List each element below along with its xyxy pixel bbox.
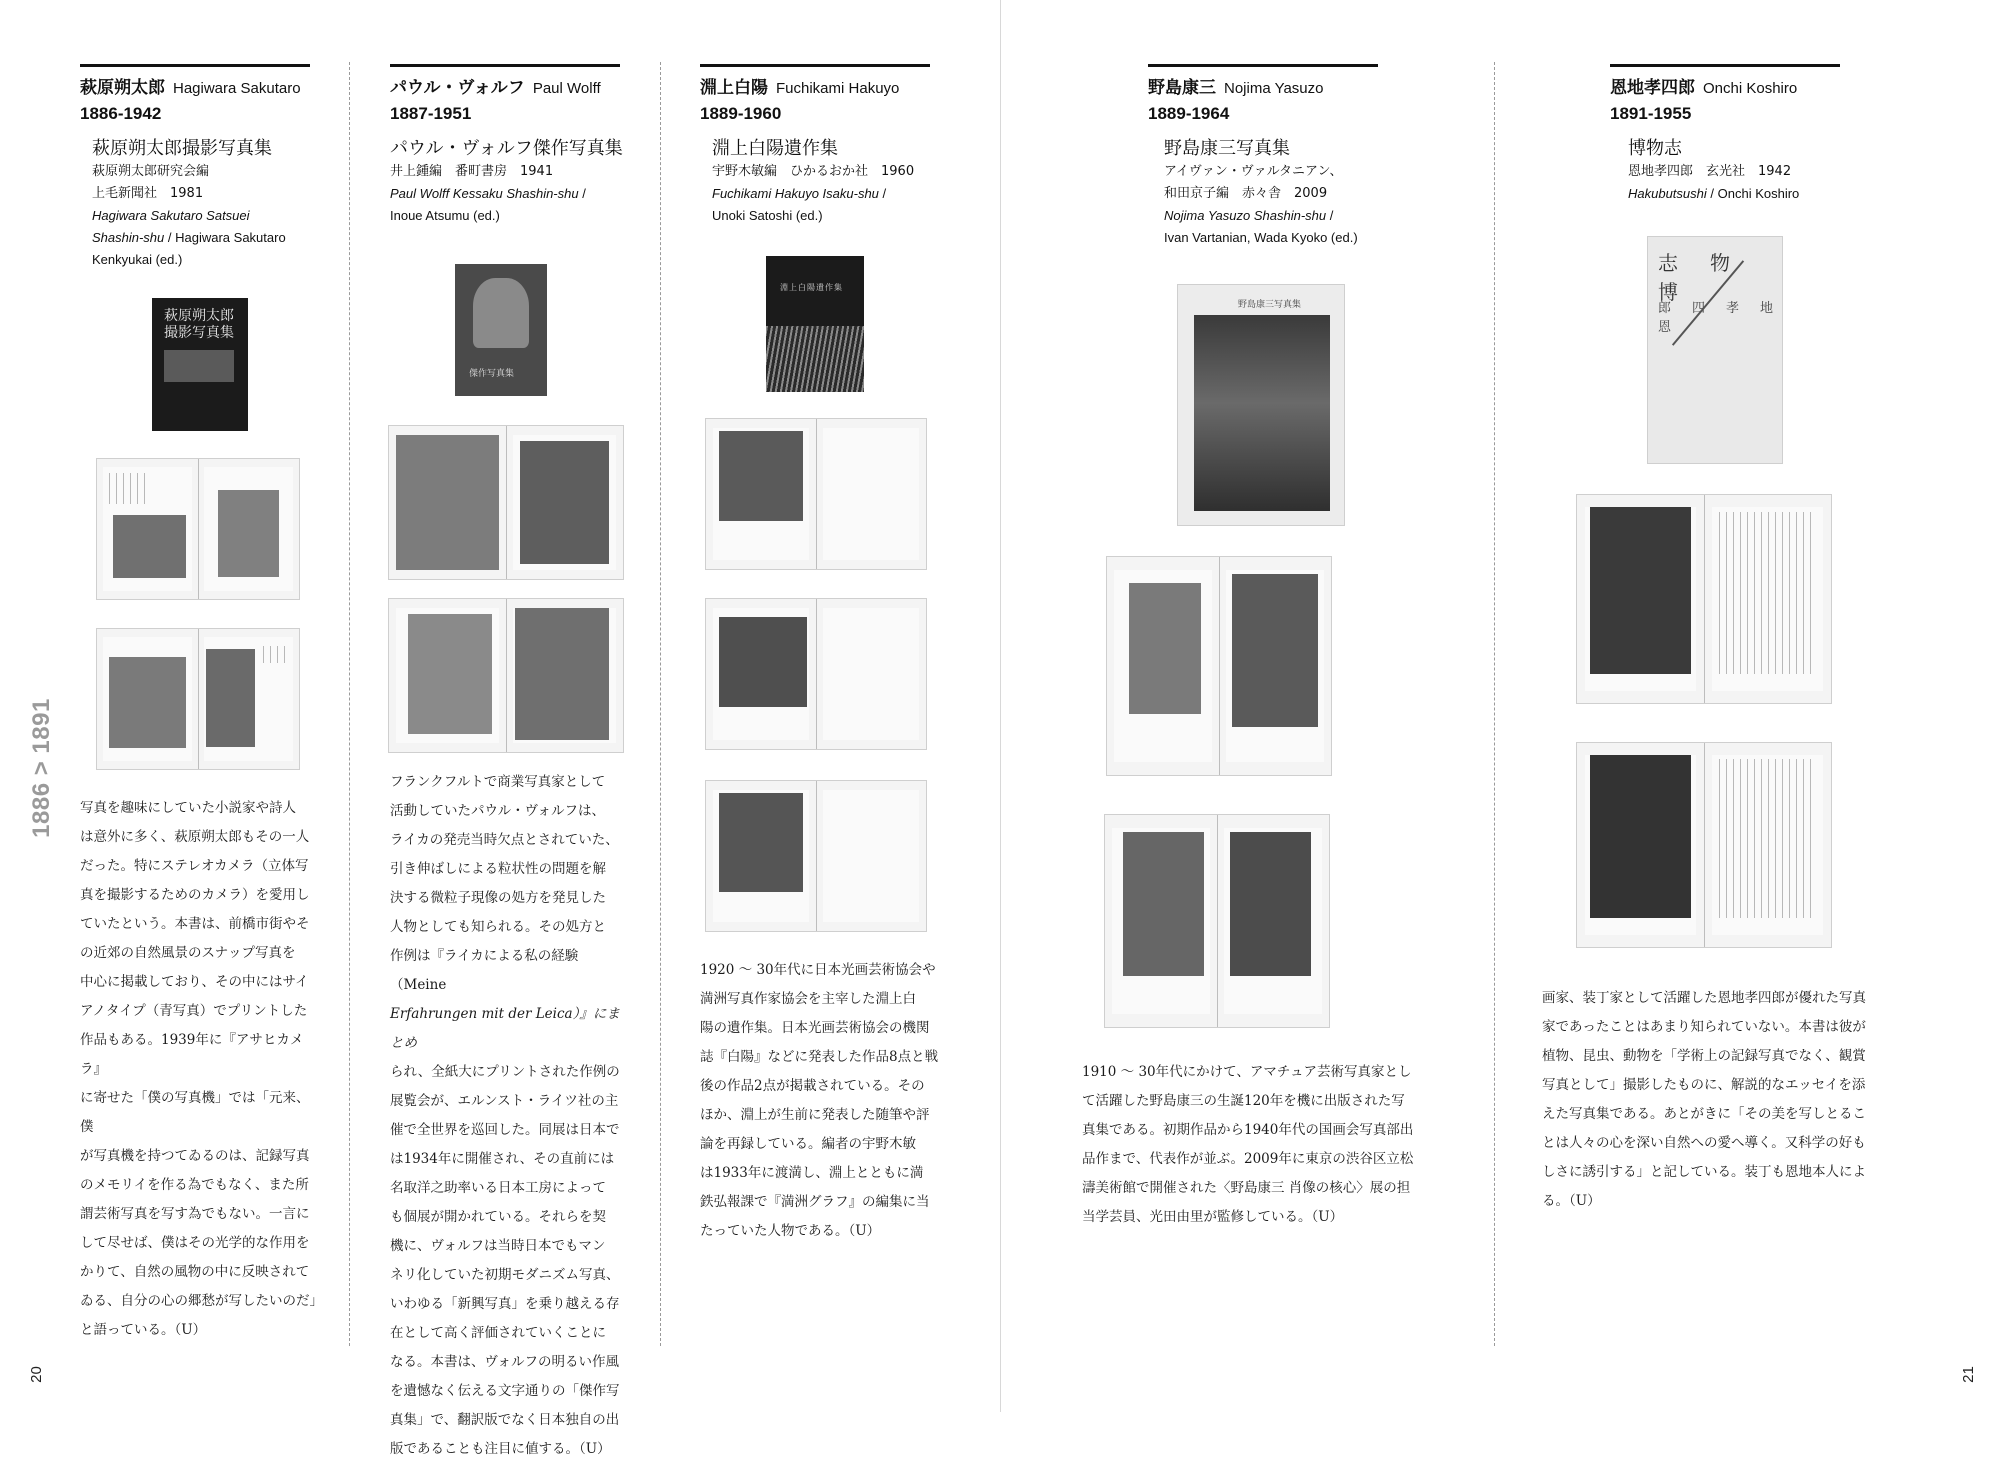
romanized-line: Nojima Yasuzo Shashin-shu / — [1164, 208, 1334, 223]
book-publisher: 上毛新聞社 1981 — [92, 186, 204, 201]
romanized-line: Unoki Satoshi (ed.) — [712, 208, 823, 223]
book-title: パウル・ヴォルフ傑作写真集 — [390, 138, 623, 159]
romanized-line: Ivan Vartanian, Wada Kyoko (ed.) — [1164, 230, 1358, 245]
cover-title: 傑作写真集 — [469, 369, 515, 379]
page-number-left: 20 — [27, 1366, 45, 1383]
photographer-name — [1610, 78, 1840, 99]
entry-description: 1910 ～ 30年代にかけて、アマチュア芸術写真家とし て活躍した野島康三の生誕120年を機に出版された写 真集である。初期作品から1940年代の国画会写真部出 品作まで、代表作が並ぶ。2009年に東京の渋谷区立松 濤美術館で開催された〈野島康三 肖像の核心〉展の担 当学芸員、光田由里が監修している。（U） — [1082, 1064, 1414, 1225]
column-divider — [660, 62, 661, 1346]
photographer-name — [1148, 78, 1378, 99]
romanized-line: Hakubutsushi / Onchi Koshiro — [1628, 186, 1800, 201]
book-editor: 萩原朔太郎研究会編 — [92, 164, 210, 179]
romanized-line: Kenkyukai (ed.) — [92, 252, 183, 267]
book-spread-photo — [1576, 494, 1832, 704]
book-cover-image — [455, 264, 547, 396]
column-divider — [349, 62, 350, 1346]
book-spread-photo — [705, 780, 927, 932]
book-spread-photo — [1104, 814, 1330, 1028]
name-english: Onchi Koshiro — [1703, 80, 1798, 97]
book-publisher: 恩地孝四郎 玄光社 1942 — [1628, 164, 1792, 179]
page-number-right: 21 — [1959, 1366, 1977, 1383]
name-english: Paul Wolff — [532, 80, 601, 97]
cover-title: 志 物 博 — [1658, 251, 1762, 304]
header-rule — [700, 64, 930, 67]
book-spread-photo — [705, 418, 927, 570]
entry-hagiwara — [80, 64, 310, 271]
book-spread-photo — [388, 598, 624, 753]
name-english: Fuchikami Hakuyo — [776, 80, 900, 97]
cover-title: 萩原朔太郎 撮影写真集 — [164, 308, 234, 341]
book-editor-publisher: 井上鍾編 番町書房 1941 — [390, 164, 554, 179]
era-side-label: 1886 > 1891 — [28, 698, 55, 838]
entry-description: 画家、装丁家として活躍した恩地孝四郎が優れた写真 家であったことはあまり知られていない。本書は彼が 植物、昆虫、動物を「学術上の記録写真でなく、観賞 写真として」撮影したものに、解説的なエッセイを添 えた写真集である。あとがきに「その美を写しとるこ とは人々の心を深い自然への愛へ導く。又科学の好も しさに誘引する」と記している。装丁も恩地本人によ る。（U） — [1542, 990, 1866, 1209]
romanized-line: Hagiwara Sakutaro Satsuei — [92, 208, 250, 223]
life-years: 1886-1942 — [80, 104, 162, 123]
book-spread-photo — [96, 628, 300, 770]
book-cover-image — [1647, 236, 1795, 464]
name-english: Nojima Yasuzo — [1224, 80, 1324, 97]
life-years: 1891-1955 — [1610, 104, 1692, 123]
entry-paul-wolff — [390, 64, 623, 227]
entry-description: 1920 ～ 30年代に日本光画芸術協会や 満洲写真作家協会を主宰した淵上白 陽の遺作集。日本光画芸術協会の機関 誌『白陽』などに発表した作品8点と戦 後の作品2点が掲載されている。その ほか、淵上が生前に発表した随筆や評 論を再録している。編者の宇野木敏 は1933年に渡満し、淵上とともに満 鉄弘報課で『満洲グラフ』の編集に当 たっていた人物である。（U） — [700, 962, 939, 1239]
book-spread-photo — [1576, 742, 1832, 948]
book-publisher: 和田京子編 赤々舎 2009 — [1164, 186, 1328, 201]
book-cover-image — [152, 298, 248, 431]
book-spread-photo — [705, 598, 927, 750]
book-cover-image — [766, 256, 864, 392]
book-spread-photo — [96, 458, 300, 600]
name-japanese: パウル・ヴォルフ — [390, 78, 525, 98]
name-japanese: 淵上白陽 — [700, 78, 768, 98]
cover-author: 郎 四 孝 地 恩 — [1658, 301, 1795, 335]
entry-description: フランクフルトで商業写真家として 活動していたパウル・ヴォルフは、 ライカの発売当時欠点とされていた、 引き伸ばしによる粒状性の問題を解 決する微粒子現像の処方を発見した 人物としても知られる。その処方と 作例は『ライカによる私の経験（Meine Erfahrungen mit der Leica）』にまとめ られ、全紙大にプリントされた作例の 展覧会が、エルンスト・ライツ社の主 催で全世界を巡回した。同展は日本で は1934年に開催され、その直前には 名取洋之助率いる日本工房によって も個展が開かれている。それらを契 機に、ヴォルフは当時日本でもマン ネリ化していた初期モダニズム写真、 いわゆる「新興写真」を乗り越える存 在として高く評価されていくことに なる。本書は、ヴォルフの明るい作風 を遺憾なく伝える文字通りの「傑作写 真集」で、翻訳版でなく日本独自の出 版であることも注目に値する。（U） — [390, 774, 620, 1457]
romanized-line: Paul Wolff Kessaku Shashin-shu / — [390, 186, 586, 201]
entry-description: 写真を趣味にしていた小説家や詩人 は意外に多く、萩原朔太郎もその一人 だった。特にステレオカメラ（立体写 真を撮影するためのカメラ）を愛用し ていたという。本書は、前橋市街やそ の近郊の自然風景のスナップ写真を 中心に掲載しており、その中にはサイ アノタイプ（青写真）でプリントした 作品もある。1939年に『アサヒカメラ』 に寄せた「僕の写真機」では「元来、僕 が写真機を持つてゐるのは、記録写真 のメモリイを作る為でもなく、また所 謂芸術写真を写す為でもない。一言に して尽せば、僕はその光学的な作用を かりて、自然の風物の中に反映されて ゐる、自分の心の郷愁が写したいのだ」 と語っている。（U） — [80, 800, 323, 1338]
book-cover-image — [1177, 284, 1345, 526]
life-years: 1889-1960 — [700, 104, 782, 123]
book-editor-publisher: 宇野木敏編 ひかるおか社 1960 — [712, 164, 915, 179]
header-rule — [390, 64, 620, 67]
name-japanese: 野島康三 — [1148, 78, 1216, 98]
cover-title: 淵上白陽遺作集 — [780, 283, 843, 292]
cover-title: 野島康三写真集 — [1238, 300, 1302, 310]
page-spine — [1000, 0, 1001, 1412]
life-years: 1889-1964 — [1148, 104, 1230, 123]
name-japanese: 萩原朔太郎 — [80, 78, 165, 98]
photographer-name — [80, 78, 310, 99]
book-title: 博物志 — [1628, 138, 1682, 159]
book-title: 萩原朔太郎撮影写真集 — [92, 138, 272, 159]
header-rule — [1610, 64, 1840, 67]
entry-fuchikami — [700, 64, 930, 227]
book-spread-photo — [1106, 556, 1332, 776]
book-title: 淵上白陽遺作集 — [712, 138, 838, 159]
life-years: 1887-1951 — [390, 104, 472, 123]
romanized-line: Fuchikami Hakuyo Isaku-shu / — [712, 186, 887, 201]
name-japanese: 恩地孝四郎 — [1610, 78, 1695, 98]
column-divider — [1494, 62, 1495, 1346]
photographer-name — [700, 78, 930, 99]
photographer-name — [390, 78, 620, 99]
book-editors: アイヴァン・ヴァルタニアン、 — [1164, 164, 1343, 179]
name-english: Hagiwara Sakutaro — [173, 80, 301, 97]
entry-nojima — [1148, 64, 1378, 249]
header-rule — [1148, 64, 1378, 67]
book-spread-photo — [388, 425, 624, 580]
book-title: 野島康三写真集 — [1164, 138, 1290, 159]
romanized-line: Inoue Atsumu (ed.) — [390, 208, 500, 223]
entry-onchi — [1610, 64, 1840, 205]
header-rule — [80, 64, 310, 67]
romanized-line: Shashin-shu / Hagiwara Sakutaro — [92, 230, 286, 245]
